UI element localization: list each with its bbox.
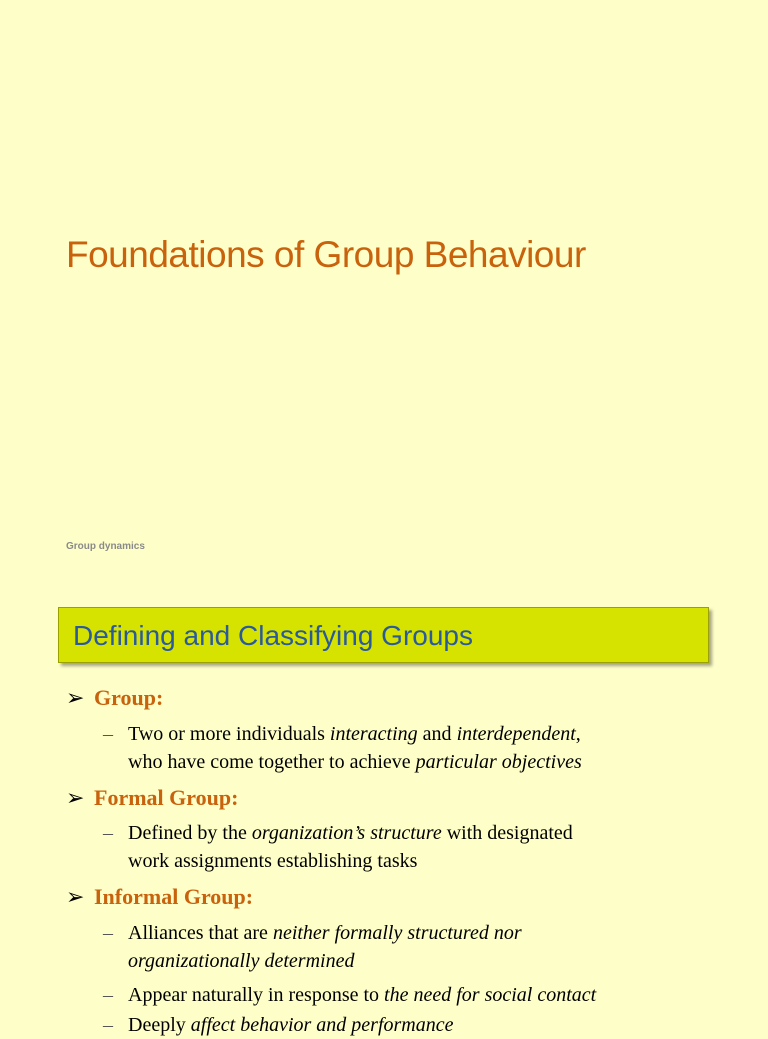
sub-item <box>103 919 522 975</box>
slide-footer: Group dynamics <box>66 541 145 552</box>
text-emphasis: organizationally determined <box>128 950 355 972</box>
text: who have come together to achieve <box>128 751 416 773</box>
section-heading: Defining and Classifying Groups <box>73 620 473 651</box>
text-emphasis: the need for social contact <box>384 984 597 1006</box>
text: Two or more individuals <box>128 723 330 745</box>
bullet-label: Group: <box>94 685 164 710</box>
text: Alliances that are <box>128 922 273 944</box>
text-emphasis: interdependent <box>456 723 576 745</box>
dash-icon: – <box>103 1014 113 1036</box>
bullet-informal-group <box>66 884 253 910</box>
text: Deeply <box>128 1014 191 1036</box>
dash-icon: – <box>103 723 113 745</box>
dash-icon: – <box>103 822 113 844</box>
text-emphasis: neither formally structured nor <box>272 922 522 944</box>
sub-item <box>103 819 573 875</box>
bullet-group <box>66 685 163 711</box>
bullet-formal-group <box>66 785 238 811</box>
text: Appear naturally in response to <box>128 984 385 1006</box>
text-emphasis: organization’s structure <box>251 822 442 844</box>
text: with designated <box>441 822 573 844</box>
text: work assignments establishing tasks <box>128 850 418 872</box>
arrow-bullet-icon: ➢ <box>66 884 85 909</box>
sub-item <box>103 1011 453 1039</box>
text: and <box>417 723 457 745</box>
slide-title: Foundations of Group Behaviour <box>66 234 586 275</box>
sub-item <box>103 981 596 1009</box>
arrow-bullet-icon: ➢ <box>66 785 85 810</box>
bullet-label: Formal Group: <box>94 785 239 810</box>
text-emphasis: affect behavior and performance <box>190 1014 454 1036</box>
dash-icon: – <box>103 984 113 1006</box>
dash-icon: – <box>103 922 113 944</box>
text-emphasis: particular objectives <box>415 751 582 773</box>
arrow-bullet-icon: ➢ <box>66 685 85 710</box>
text: Defined by the <box>128 822 252 844</box>
text: , <box>575 723 581 745</box>
section-heading-box <box>58 607 709 663</box>
bullet-label: Informal Group: <box>94 884 254 909</box>
sub-item <box>103 720 582 776</box>
text-emphasis: interacting <box>329 723 418 745</box>
